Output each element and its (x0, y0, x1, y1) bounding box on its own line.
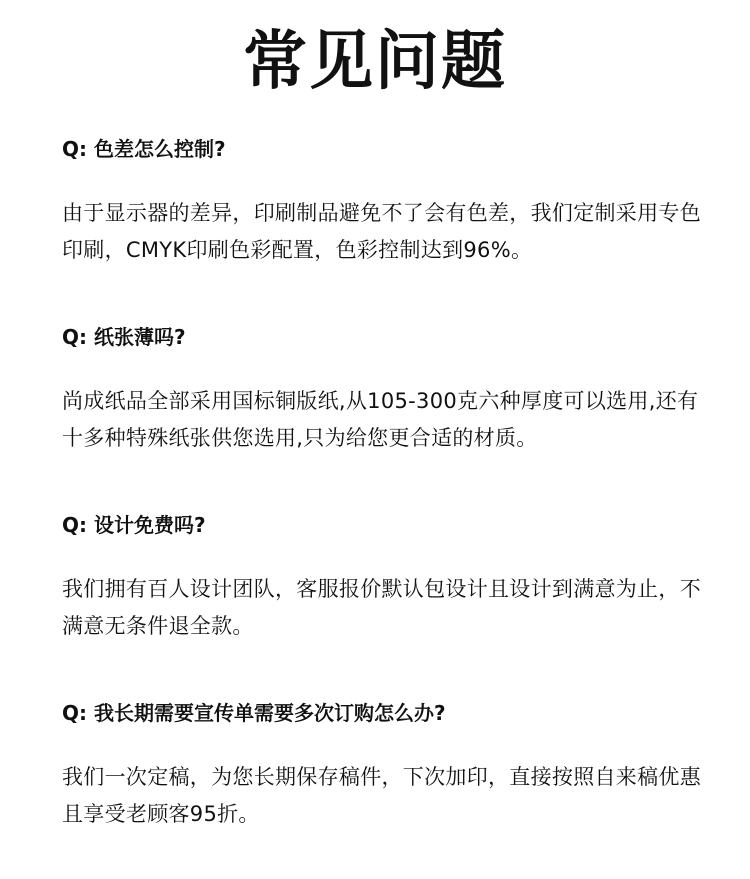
faq-answer: 我们拥有百人设计团队，客服报价默认包设计且设计到满意为止，不满意无条件退全款。 (62, 577, 701, 638)
page-title: 常见问题 (243, 25, 507, 99)
faq-item-repeat-orders (62, 699, 702, 833)
faq-item-free-design (62, 511, 702, 645)
faq-item-paper-thickness (62, 323, 702, 457)
faq-question: Q: 设计免费吗? (62, 513, 206, 537)
faq-question: Q: 我长期需要宣传单需要多次订购怎么办? (62, 701, 446, 725)
faq-question: Q: 色差怎么控制? (62, 137, 226, 161)
faq-item-color-difference (62, 135, 702, 269)
faq-answer: 由于显示器的差异，印刷制品避免不了会有色差，我们定制采用专色印刷，CMYK印刷色彩配置，色彩控制达到96%。 (62, 201, 701, 262)
faq-answer: 我们一次定稿，为您长期保存稿件，下次加印，直接按照自来稿优惠且享受老顾客95折。 (62, 765, 701, 826)
faq-question: Q: 纸张薄吗? (62, 325, 186, 349)
faq-answer: 尚成纸品全部采用国标铜版纸,从105-300克六种厚度可以选用,还有十多种特殊纸张供您选用,只为给您更合适的材质。 (62, 389, 699, 450)
